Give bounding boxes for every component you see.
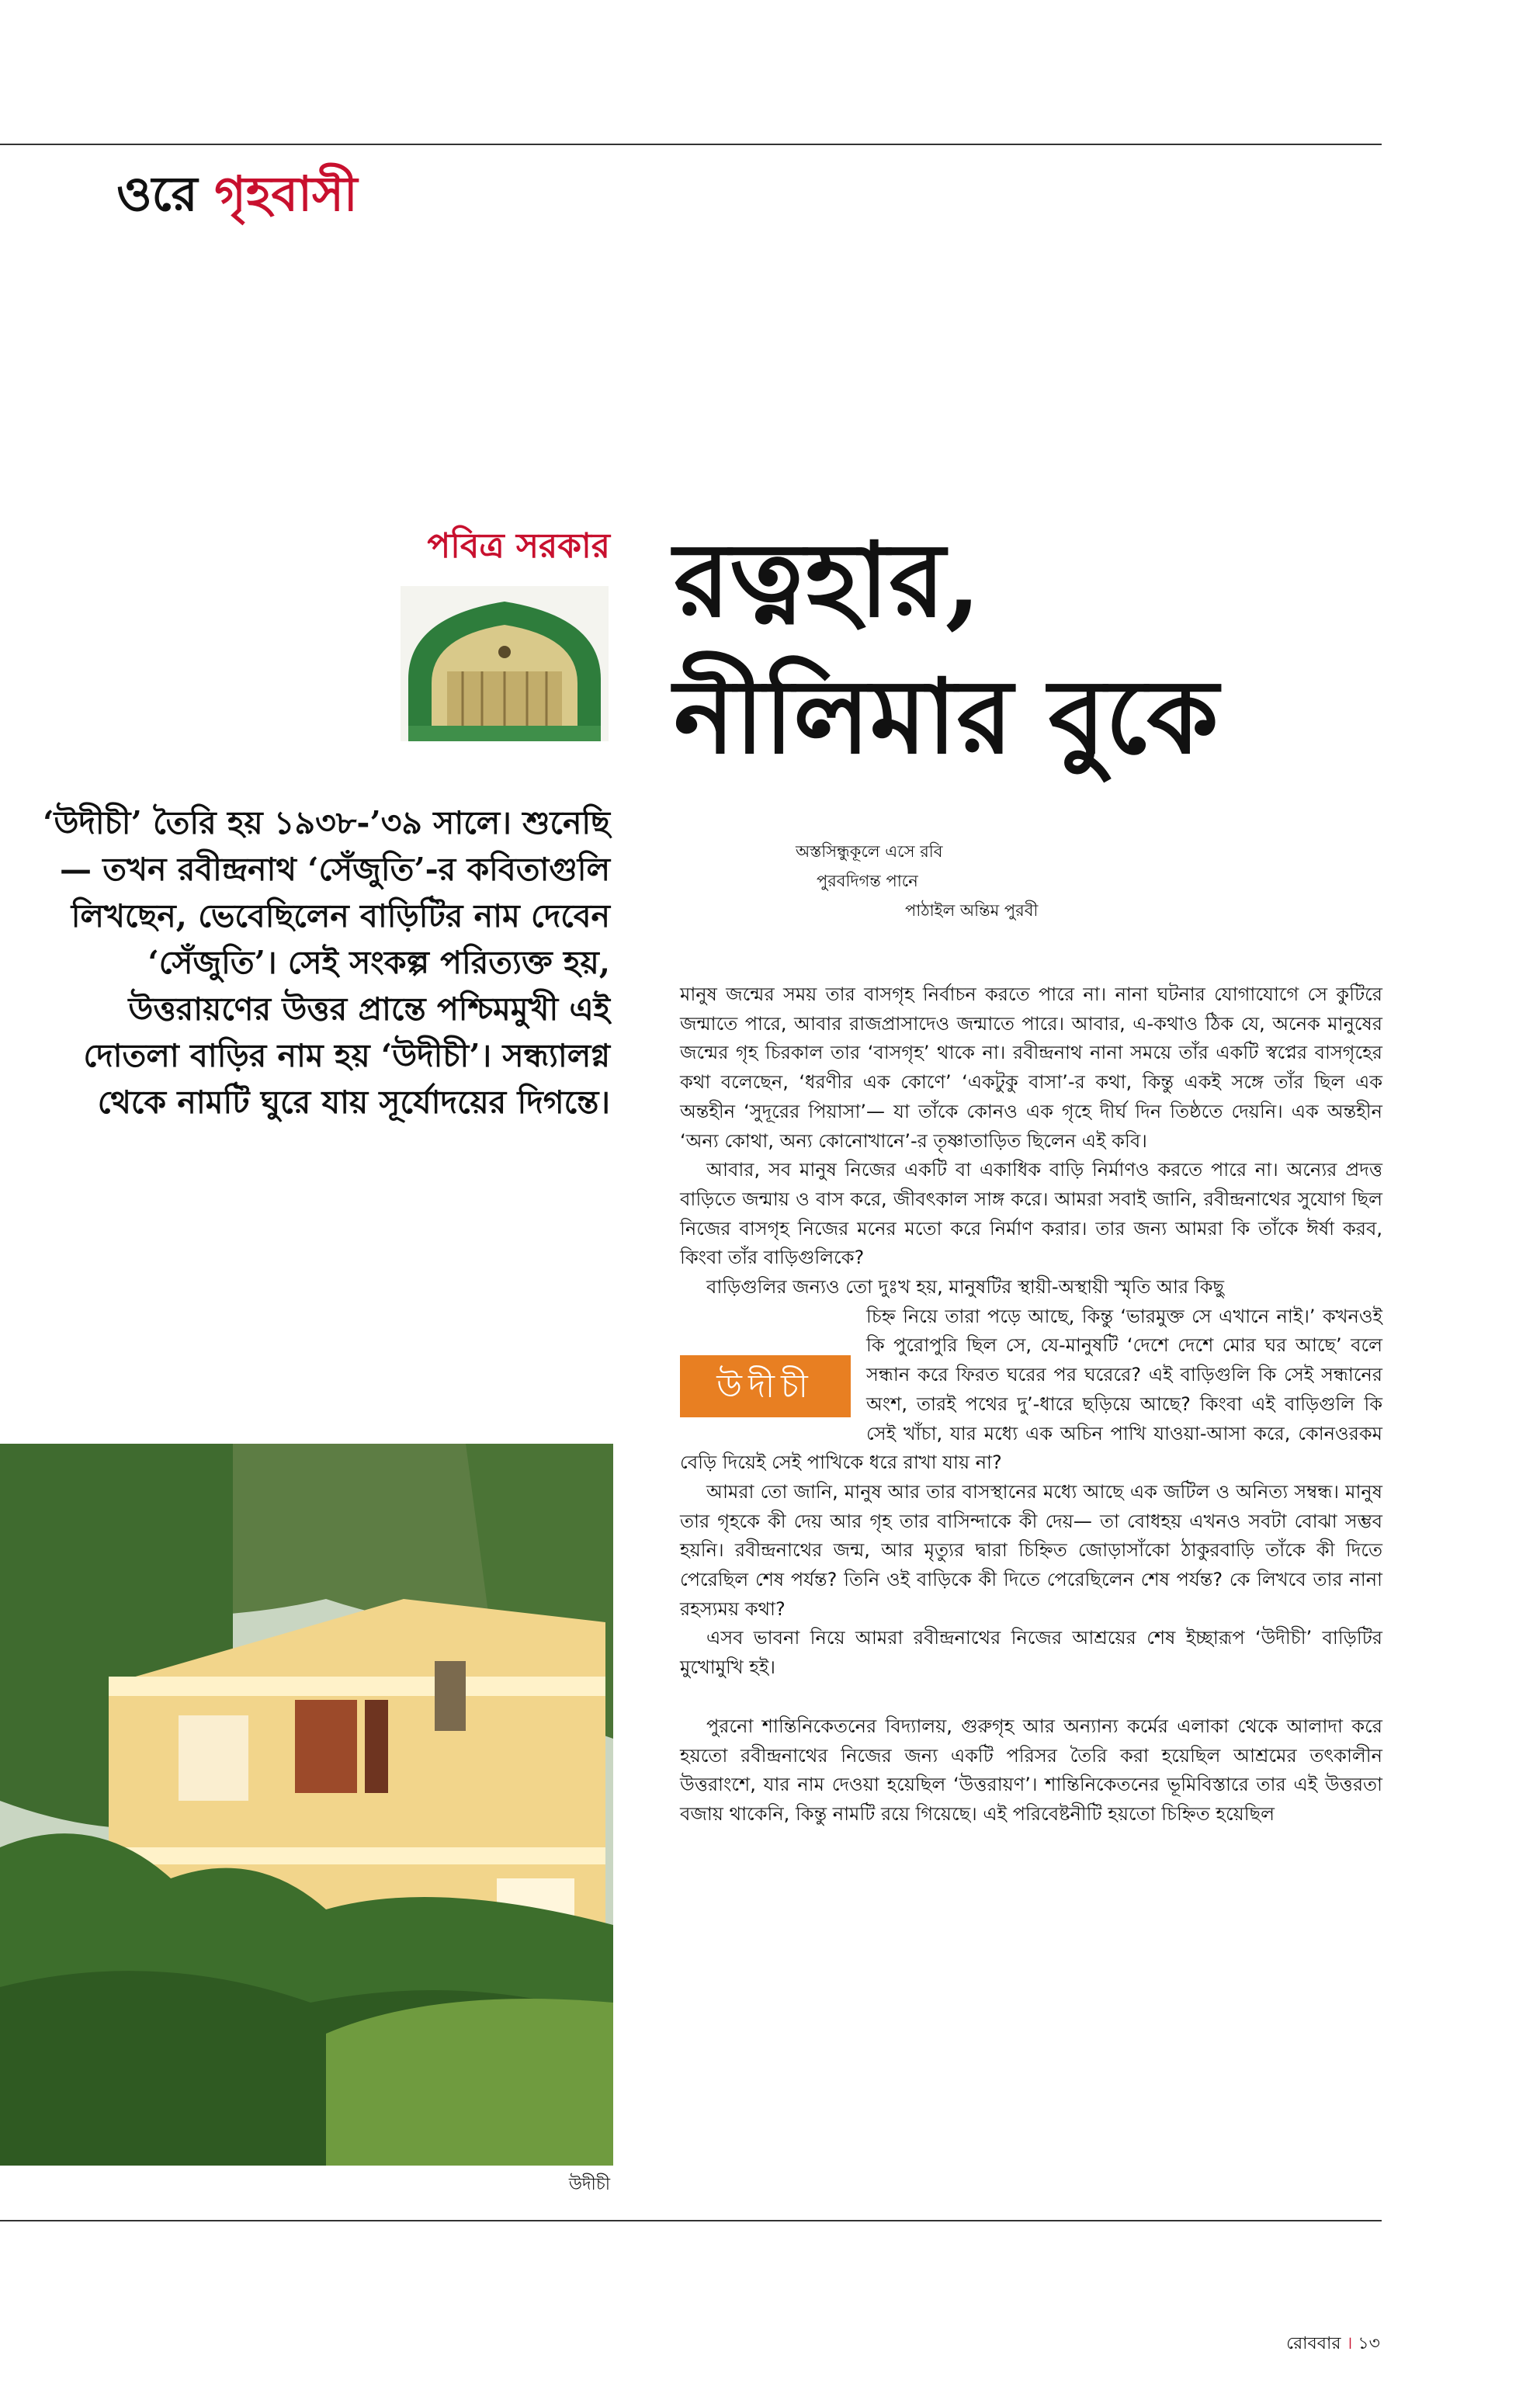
epigraph (761, 837, 1110, 925)
epigraph-line-3: পাঠাইল অন্তিম পুরবী (905, 901, 1039, 920)
footer-separator: । (1346, 2334, 1353, 2353)
paragraph-5: এসব ভাবনা নিয়ে আমরা রবীন্দ্রনাথের নিজের আশ্রয়ের শেষ ইচ্ছারূপ ‘উদীচী’ বাড়িটির মুখোমুখি হই। (680, 1627, 1382, 1679)
author-name: পবিত্র সরকার (427, 526, 610, 566)
author-photo (401, 586, 609, 741)
paragraph-3: চিহ্ন নিয়ে তারা পড়ে আছে, কিন্তু ‘ভারমুক্ত সে এখানে নাই।’ কখনওই কি পুরোপুরি ছিল সে, যে-মানুষটি ‘দেশে দেশে মোর ঘর আছে’ বলে সন্ধান করে ফিরত ঘরের পর ঘরেরে? এই বাড়িগুলি কি সেই সন্ধানের অংশ, তারই পথের দু’-ধারে ছড়িয়ে আছে? কিংবা এই বাড়িগুলি কি সেই খাঁচা, যার মধ্যে এক অচিন পাখি যাওয়া-আসা করে, কোনওরকম বেড়ি দিয়েই সেই পাখিকে ধরে রাখা যায় না? (680, 1305, 1382, 1474)
udichi-house-photo (0, 1444, 613, 2166)
pull-quote: ‘উদীচী’ তৈরি হয় ১৯৩৮-’৩৯ সালে। শুনেছি— তখন রবীন্দ্রনাথ ‘সেঁজুতি’-র কবিতাগুলি লিখছেন, ভেবেছিলেন বাড়িটির নাম দেবেন ‘সেঁজুতি’। সেই সংকল্প পরিত্যক্ত হয়, উত্তরায়ণের উত্তর প্রান্তে পশ্চিমমুখী এই দোতলা বাড়ির নাম হয় ‘উদীচী’। সন্ধ্যালগ্ন থেকে নামটি ঘুরে যায় সূর্যোদয়ের দিগন্তে। (43, 804, 610, 1121)
headline-line-1: রত্নহার, (674, 520, 981, 640)
paragraph-1: মানুষ জন্মের সময় তার বাসগৃহ নির্বাচন করতে পারে না। নানা ঘটনার যোগাযোগে সে কুটিরে জন্মাতে পারে, আবার রাজপ্রাসাদেও জন্মাতে পারে। আবার, এ-কথাও ঠিক যে, অনেক মানুষের জন্মের গৃহ চিরকাল তার ‘বাসগৃহ’ থাকে না। রবীন্দ্রনাথ নানা সময়ে তাঁর একটি স্বপ্নের বাসগৃহের কথা বলেছেন, ‘ধরণীর এক কোণে’ ‘একটুকু বাসা’-র কথা, কিন্তু একই সঙ্গে তাঁর ছিল এক অন্তহীন ‘সুদূরের পিয়াসা’— যা তাঁকে কোনও এক গৃহে দীর্ঘ দিন তিষ্ঠতে দেয়নি। এক অন্তহীন ‘অন্য কোথা, অন্য কোনোখানে’-র তৃষ্ণাতাড়িত ছিলেন এই কবি। (680, 983, 1382, 1152)
page-footer (1286, 2332, 1380, 2356)
page-number: ১৩ (1358, 2334, 1380, 2353)
article-body (680, 980, 1382, 1829)
epigraph-line-1: অস্তসিন্ধুকূলে এসে রবি (796, 842, 943, 861)
paragraph-3-lead: বাড়িগুলির জন্যও তো দুঃখ হয়, মানুষটির স্থায়ী-অস্থায়ী স্মৃতি আর কিছু (706, 1276, 1225, 1299)
photo-caption: উদীচী (568, 2175, 610, 2194)
top-rule (0, 144, 1382, 145)
udichi-label-box: উদীচী (680, 1355, 851, 1417)
bottom-rule (0, 2220, 1382, 2221)
headline-line-2: নীলিমার বুকে (674, 657, 1219, 777)
paragraph-2: আবার, সব মানুষ নিজের একটি বা একাধিক বাড়ি নির্মাণও করতে পারে না। অন্যের প্রদত্ত বাড়িতে জন্মায় ও বাস করে, জীবৎকাল সাঙ্গ করে। আমরা সবাই জানি, রবীন্দ্রনাথের সুযোগ ছিল নিজের বাসগৃহ নিজের মনের মতো করে নির্মাণ করার। তার জন্য আমরা কি তাঁকে ঈর্ষা করব, কিংবা তাঁর বাড়িগুলিকে? (680, 1159, 1382, 1269)
section-title (116, 163, 358, 225)
section-prefix: ওরে (116, 165, 198, 222)
headline (674, 512, 1372, 786)
magazine-name: রোববার (1286, 2334, 1341, 2353)
paragraph-6: পুরনো শান্তিনিকেতনের বিদ্যালয়, গুরুগৃহ আর অন্যান্য কর্মের এলাকা থেকে আলাদা করে হয়তো রবীন্দ্রনাথের নিজের জন্য একটি পরিসর তৈরি করা হয়েছিল আশ্রমের তৎকালীন উত্তরাংশে, যার নাম দেওয়া হয়েছিল ‘উত্তরায়ণ’। শান্তিনিকেতনের ভূমিবিস্তারে তার এই উত্তরতা বজায় থাকেনি, কিন্তু নামটি রয়ে গিয়েছে। এই পরিবেষ্টনীটি হয়তো চিহ্নিত হয়েছিল (680, 1715, 1382, 1825)
paragraph-4: আমরা তো জানি, মানুষ আর তার বাসস্থানের মধ্যে আছে এক জটিল ও অনিত্য সম্বন্ধ। মানুষ তার গৃহকে কী দেয় আর গৃহ তার বাসিন্দাকে কী দেয়— তা বোধহয় এখনও সবটা বোঝা সম্ভব হয়নি। রবীন্দ্রনাথের জন্ম, আর মৃত্যুর দ্বারা চিহ্নিত জোড়াসাঁকো ঠাকুরবাড়ি তাঁকে কী দিতে পেরেছিল শেষ পর্যন্ত? তিনি ওই বাড়িকে কী দিতে পেরেছিলেন শেষ পর্যন্ত? কে লিখবে তার নানা রহস্যময় কথা? (680, 1480, 1382, 1620)
epigraph-line-2: পুরবদিগন্ত পানে (817, 872, 918, 890)
section-highlight: গৃহবাসী (214, 165, 358, 222)
